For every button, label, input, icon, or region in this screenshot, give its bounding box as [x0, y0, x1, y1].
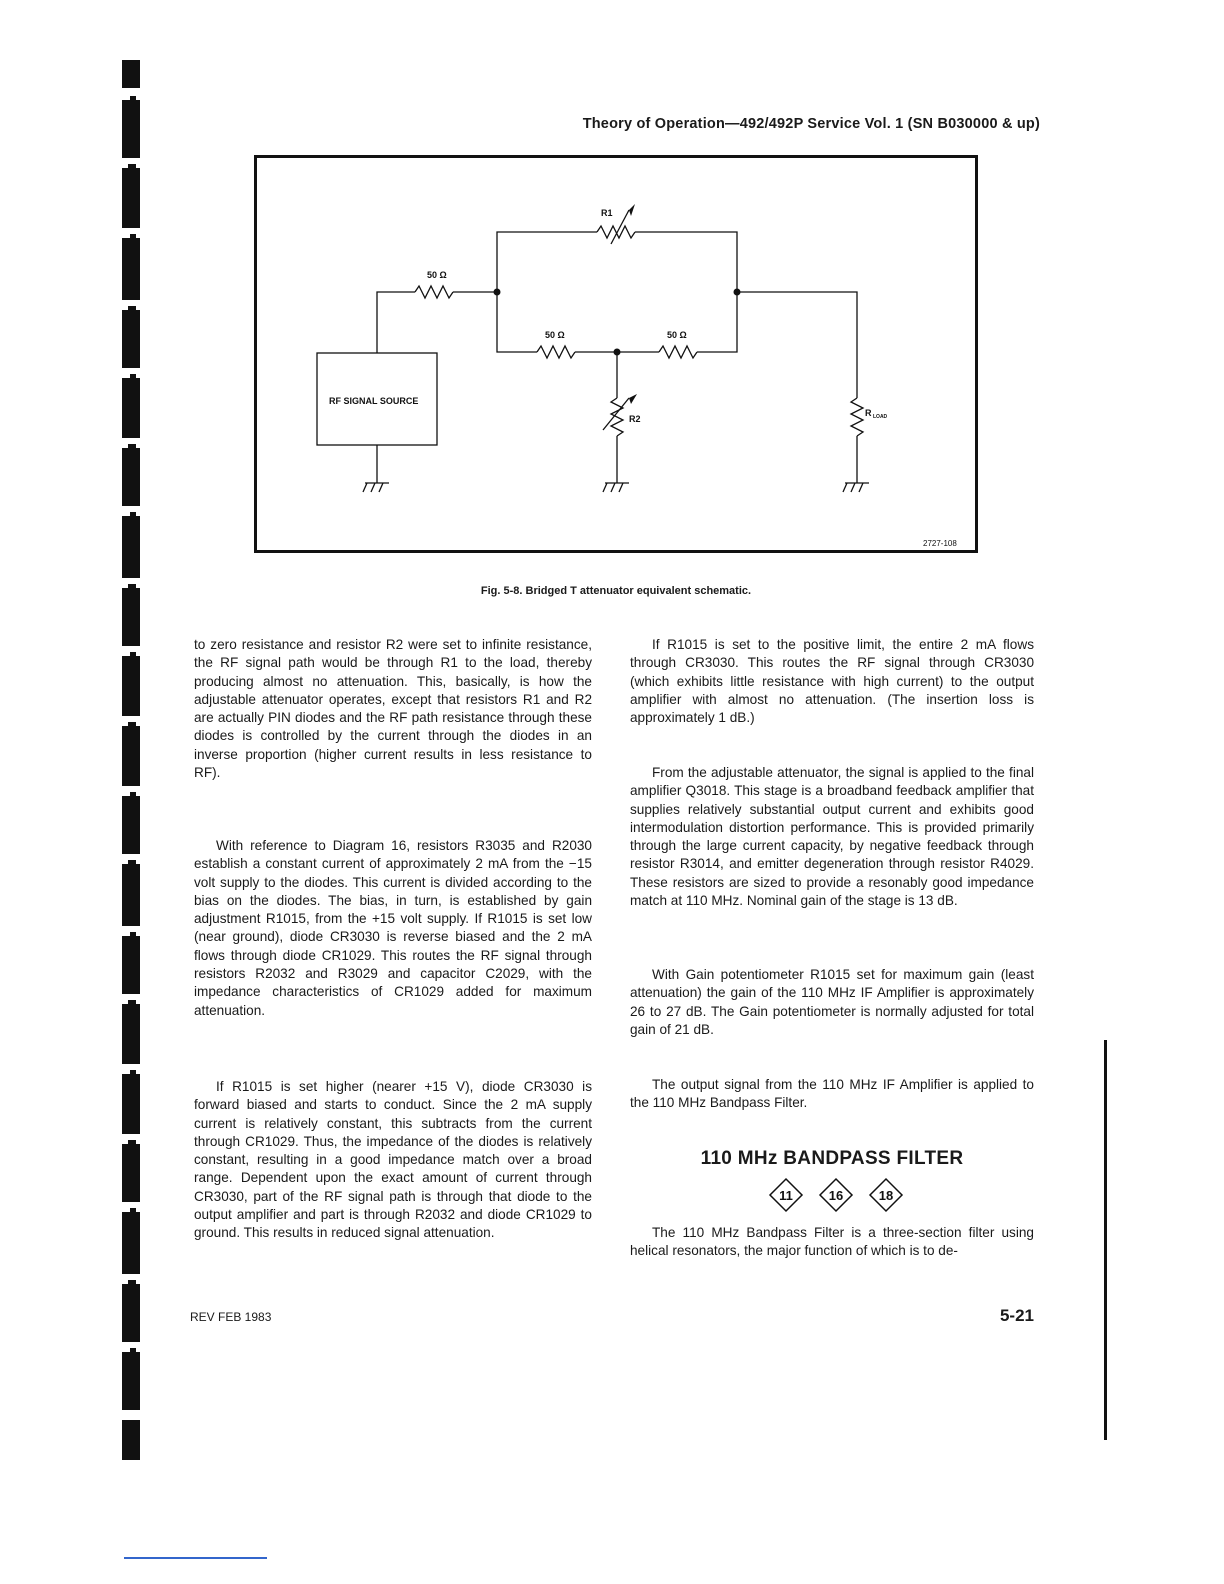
res-bridge-left-label: 50 Ω [545, 330, 565, 340]
bridged-t-schematic [257, 158, 975, 550]
res-top-left-label: 50 Ω [427, 270, 447, 280]
diagram-ref-16: 16 [828, 1188, 844, 1203]
scan-edge-mark [1104, 1040, 1107, 1440]
right-paragraph-3: With Gain potentiometer R1015 set for maximum gain (least attenuation) the gain of the 110 MHz IF Amplifier is approximately 26 to 27 dB. The Gain potentiometer is normally adjusted for total gain of 21 dB. [630, 967, 1034, 1037]
figure-id: 2727-108 [923, 539, 957, 548]
source-label: RF SIGNAL SOURCE [329, 396, 419, 406]
right-paragraph-4: The output signal from the 110 MHz IF Amplifier is applied to the 110 MHz Bandpass Filter. [630, 1077, 1034, 1111]
r1-label: R1 [601, 208, 613, 218]
left-paragraph-2: With reference to Diagram 16, resistors R3035 and R2030 establish a constant current of approximately 2 mA from the −15 volt supply to the diodes. This current is divided according to the bias on the diodes. The bias, in turn, is established by gain adjustment R1015, from the +15 volt supply. If R1015 is set low (near ground), diode CR3030 is reverse biased and the 2 mA flows through diode CR1029. This routes the RF signal through resistors R2032 and R3029 and capacitor C2029, with the impedance characteristics of CR1029 added for maximum attenuation. [194, 838, 592, 1018]
r1-resistor [597, 226, 635, 238]
page-number: 5-21 [999, 1306, 1034, 1325]
running-header: Theory of Operation—492/492P Service Vol. 1 (SN B030000 & up) [582, 116, 1040, 132]
section-title: 110 MHz BANDPASS FILTER [700, 1148, 964, 1169]
right-paragraph-5: The 110 MHz Bandpass Filter is a three-section filter using helical resonators, the major function of which is to de- [630, 1225, 1034, 1259]
binding-edge [0, 0, 150, 1584]
revision-date: REV FEB 1983 [190, 1310, 272, 1324]
scan-bottom-line [124, 1557, 267, 1559]
figure-caption: Fig. 5-8. Bridged T attenuator equivalent schematic. [480, 585, 752, 597]
diagram-ref-11: 11 [779, 1188, 793, 1203]
rload-subscript: LOAD [873, 414, 888, 420]
res-top-left [415, 286, 453, 298]
left-paragraph-3: If R1015 is set higher (nearer +15 V), diode CR3030 is forward biased and starts to conduct. Since the 2 mA supply current is relatively constant, this subtracts from the current through CR1029. Thus, the impedance of the diodes is relatively constant, resulting in a good impedance match over a broad range. Dependent upon the exact amount of current through CR3030, part of the RF signal path is through that diode to the output amplifier and part is through R2032 and diode CR1029 to ground. This results in reduced signal attenuation. [194, 1079, 592, 1241]
diagram-ref-18: 18 [878, 1188, 894, 1203]
rload-label: R [865, 408, 872, 418]
right-paragraph-1: If R1015 is set to the positive limit, the entire 2 mA flows through CR3030. This routes the RF signal through CR3030 (which exhibits little resistance with high current) to the output amplifier with almost no attenuation. (The insertion loss is approximately 1 dB.) [630, 637, 1034, 726]
diagram-reference-diamonds [766, 1177, 906, 1213]
left-paragraph-1: to zero resistance and resistor R2 were set to infinite resistance, the RF signal path would be through R1 to the load, thereby producing almost no attenuation. This, basically, is how the adjustable attenuator operates, except that resistors R1 and R2 are actually PIN diodes and the RF path resistance through these diodes is controlled by the current through the diodes in an inverse proportion (higher current results in less resistance to RF). [194, 637, 592, 781]
right-paragraph-2: From the adjustable attenuator, the signal is applied to the final amplifier Q3018. This stage is a broadband feedback amplifier that supplies relatively substantial output current and exhibits good intermodulation distortion performance. This is provided primarily through the large current capacity, by negative feedback through resistor R3014, and emitter degeneration through resistor R4029. These resistors are sized to provide a resonably good impedance match at 110 MHz. Nominal gain of the stage is 13 dB. [630, 765, 1034, 909]
schematic-figure [254, 155, 978, 553]
r2-label: R2 [629, 414, 641, 424]
res-bridge-right-label: 50 Ω [667, 330, 687, 340]
